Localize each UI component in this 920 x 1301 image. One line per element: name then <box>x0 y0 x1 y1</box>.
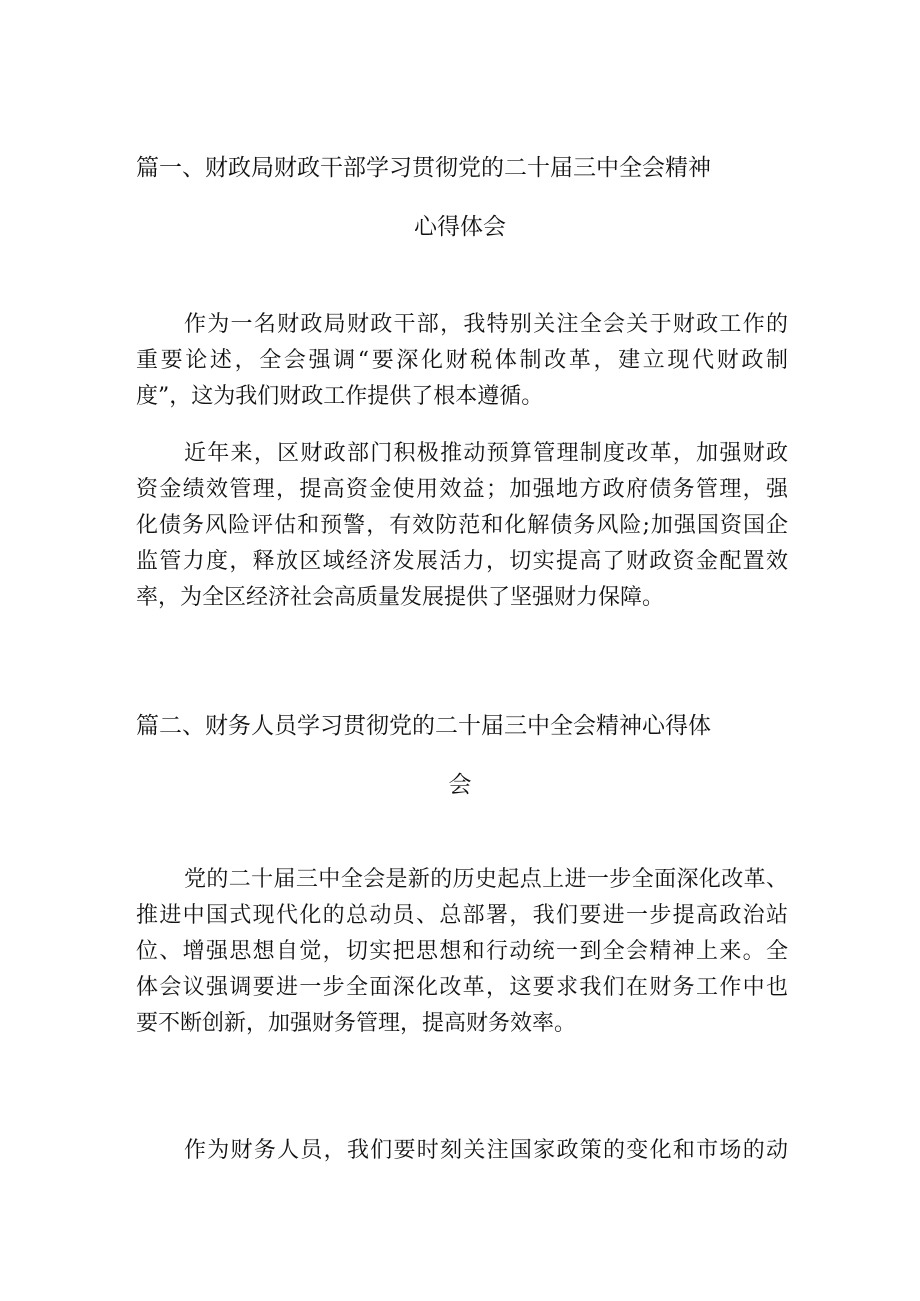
section2-title-line1: 篇二、财务人员学习贯彻党的二十届三中全会精神心得体 <box>136 713 711 739</box>
paragraph-line: 作为一名财政局财政干部，我特别关注全会关于财政工作的 <box>184 312 788 337</box>
section2-title-line2: 会 <box>448 772 472 798</box>
section1-title-line1: 篇一、财政局财政干部学习贯彻党的二十届三中全会精神 <box>136 155 711 181</box>
section1-title-line2: 心得体会 <box>414 214 506 240</box>
paragraph-line: 监管力度，释放区域经济发展活力，切实提高了财政资金配置效 <box>136 549 788 574</box>
section1-paragraph1 <box>136 307 788 415</box>
paragraph-line: 率，为全区经济社会高质量发展提供了坚强财力保障。 <box>136 585 665 610</box>
paragraph-line: 重要论述，全会强调“要深化财税体制改革，建立现代财政制 <box>136 348 788 373</box>
section1-paragraph2 <box>136 436 788 616</box>
section2-paragraph1 <box>136 862 788 1042</box>
paragraph-line: 近年来，区财政部门积极推动预算管理制度改革，加强财政 <box>184 441 788 466</box>
paragraph-line: 资金绩效管理，提高资金使用效益；加强地方政府债务管理，强 <box>136 477 788 502</box>
paragraph-line: 位、增强思想自觉，切实把思想和行动统一到全会精神上来。全 <box>136 939 788 964</box>
paragraph-line: 作为财务人员，我们要时刻关注国家政策的变化和市场的动 <box>184 1138 788 1163</box>
paragraph-line: 党的二十届三中全会是新的历史起点上进一步全面深化改革、 <box>184 867 788 892</box>
paragraph-line: 要不断创新，加强财务管理，提高财务效率。 <box>136 1011 577 1036</box>
paragraph-line: 推进中国式现代化的总动员、总部署，我们要进一步提高政治站 <box>136 903 788 928</box>
paragraph-line: 体会议强调要进一步全面深化改革，这要求我们在财务工作中也 <box>136 975 788 1000</box>
section2-paragraph2 <box>136 1133 788 1169</box>
paragraph-line: 化债务风险评估和预警，有效防范和化解债务风险;加强国资国企 <box>136 513 788 538</box>
paragraph-line: 度”，这为我们财政工作提供了根本遵循。 <box>136 384 544 409</box>
